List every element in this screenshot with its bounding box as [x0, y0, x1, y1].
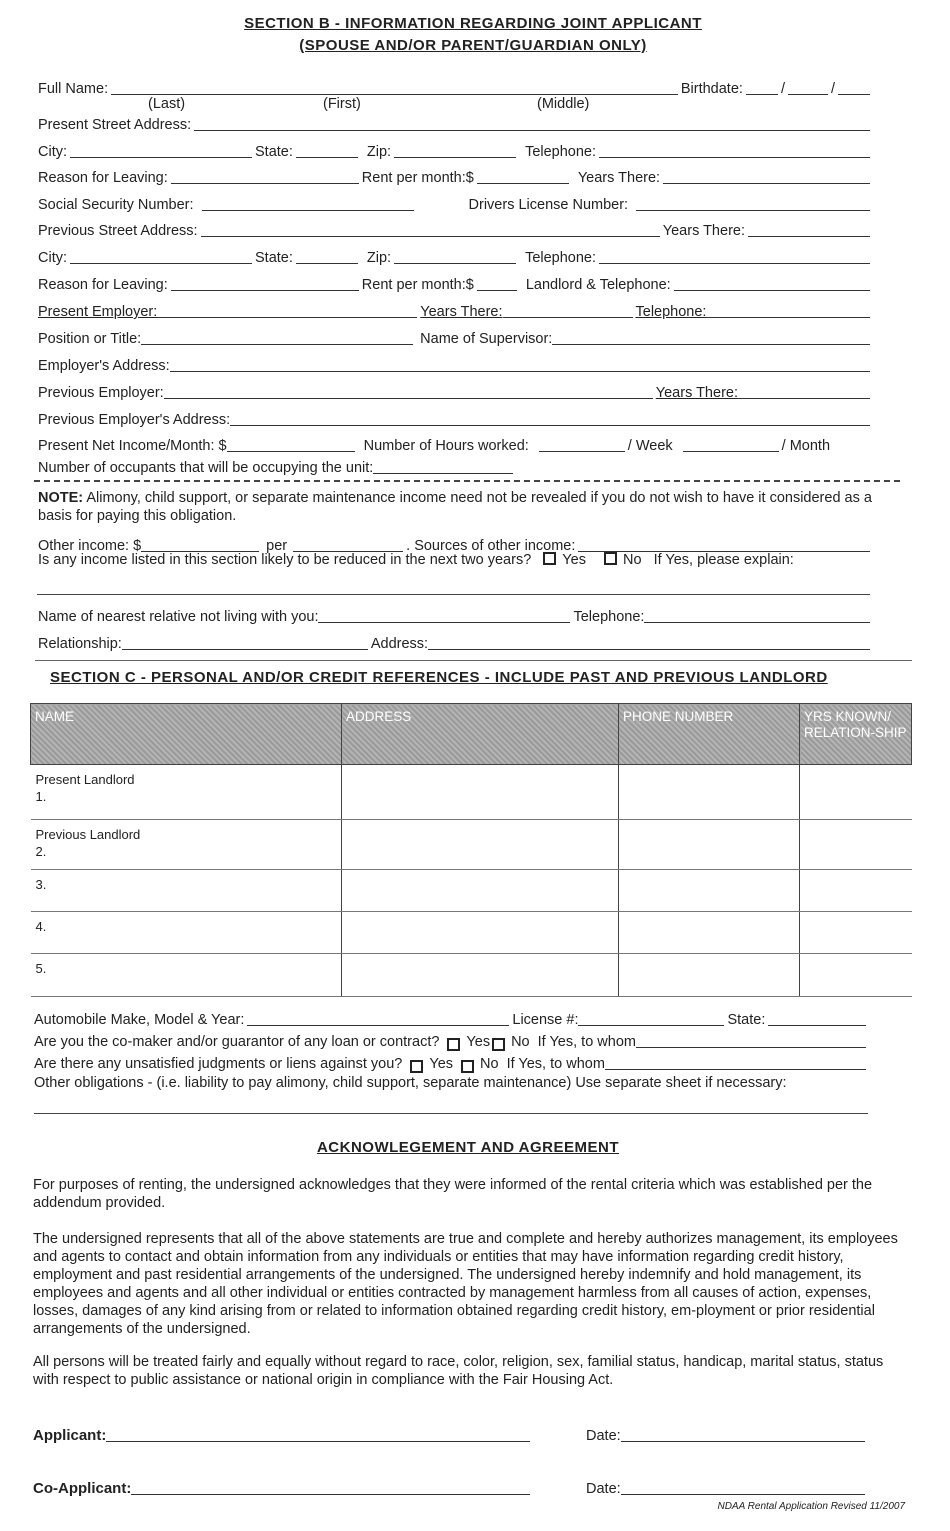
ack-paragraph-2: The undersigned represents that all of the above statements are true and complete and hereby authorizes management, its employees and agents to contact and obtain information from any individuals or entities that may have information regarding credit history, employment and past residential arrangements of the undersigned. The undersigned hereby indemnify and hold management, its employees and agents and all other individual or entities contracted by management harmless from all causes of action, expenses, losses, damages of any kind arising from or related to information obtained regarding credit history, em-ployment or prior residential arrangements of the undersigned. — [33, 1231, 898, 1337]
employer-address-label: Employer's Address: — [38, 358, 170, 374]
employer-address-row — [38, 353, 873, 375]
present-employer-row — [38, 299, 873, 321]
reference-name-cell[interactable] — [31, 820, 342, 870]
col-address-header: ADDRESS — [342, 704, 619, 765]
telephone-field[interactable] — [599, 143, 870, 158]
position-field[interactable] — [141, 330, 413, 345]
present-street-field[interactable] — [194, 116, 870, 131]
month-label: / Month — [781, 438, 831, 454]
reference-yrs-cell[interactable] — [800, 954, 912, 997]
full-name-label: Full Name: — [38, 81, 109, 97]
state-label: State: — [255, 144, 293, 160]
per-label: per — [266, 538, 288, 554]
relative-row — [38, 604, 873, 626]
co-applicant-date-label: Date: — [586, 1481, 621, 1497]
explain-label: If Yes, please explain: — [653, 552, 794, 568]
previous-employer-address-row — [38, 407, 873, 429]
net-income-label: Present Net Income/Month: $ — [38, 438, 227, 454]
occupants-field[interactable] — [373, 459, 513, 474]
applicant-date-row — [586, 1423, 868, 1445]
landlord-tel-label: Landlord & Telephone: — [525, 277, 671, 293]
prev-rent-field[interactable] — [477, 276, 517, 291]
city-field[interactable] — [70, 143, 252, 158]
relative-telephone-label: Telephone: — [573, 609, 645, 625]
reason-leaving-field[interactable] — [171, 169, 359, 184]
present-street-row — [38, 112, 873, 134]
telephone-label: Telephone: — [525, 144, 597, 160]
row-number: 3. — [35, 877, 47, 892]
zip-field[interactable] — [394, 143, 516, 158]
previous-street-label: Previous Street Address: — [38, 223, 198, 239]
relative-label: Name of nearest relative not living with you: — [38, 609, 319, 625]
prev-telephone-field[interactable] — [599, 249, 870, 264]
row-number: 2. — [35, 844, 47, 859]
sources-field[interactable] — [578, 537, 870, 552]
previous-street-row — [38, 218, 873, 240]
auto-state-label: State: — [727, 1012, 766, 1028]
employer-address-field[interactable] — [170, 357, 870, 372]
relative-address-field[interactable] — [428, 635, 870, 650]
per-field[interactable] — [293, 537, 403, 552]
birthdate-label: Birthdate: — [680, 81, 743, 97]
position-row — [38, 326, 873, 348]
judgments-question: Are there any unsatisfied judgments or liens against you? — [34, 1056, 403, 1072]
landlord-tel-field[interactable] — [674, 276, 870, 291]
previous-employer-row — [38, 380, 873, 402]
reference-yrs-cell[interactable] — [800, 765, 912, 820]
license-label: License #: — [512, 1012, 579, 1028]
col-yrs-known-header: YRS KNOWN/ RELATION-SHIP — [800, 704, 912, 765]
applicant-date-field[interactable] — [621, 1427, 865, 1442]
revision-footer: NDAA Rental Application Revised 11/2007 — [717, 1501, 905, 1512]
reference-address-cell[interactable] — [342, 912, 619, 954]
judgments-whom-label: If Yes, to whom — [506, 1056, 605, 1072]
present-employer-field[interactable] — [157, 303, 417, 318]
section-b-title: SECTION B - INFORMATION REGARDING JOINT APPLICANT — [244, 15, 702, 32]
reason-leaving-label: Reason for Leaving: — [38, 170, 168, 186]
note-paragraph — [38, 489, 904, 525]
state-field[interactable] — [296, 143, 358, 158]
co-applicant-signature-row — [33, 1476, 533, 1498]
comaker-whom-field[interactable] — [636, 1033, 866, 1048]
comaker-no-label: No — [511, 1034, 530, 1050]
other-obligations-field[interactable] — [34, 1113, 868, 1114]
previous-city-row — [38, 245, 873, 267]
table-row — [31, 954, 912, 997]
row-label: Previous Landlord — [35, 827, 141, 842]
reference-yrs-cell[interactable] — [800, 820, 912, 870]
reference-name-cell[interactable] — [31, 870, 342, 912]
middle-hint: (Middle) — [537, 96, 590, 112]
birth-month-field[interactable] — [746, 80, 778, 95]
relative-address-label: Address: — [370, 636, 429, 652]
other-income-label: Other income: $ — [38, 538, 142, 554]
table-row — [31, 912, 912, 954]
occupants-row — [38, 455, 873, 477]
fair-housing-paragraph: All persons will be treated fairly and equally without regard to race, color, religion, sex, familial status, handicap, marital status, status with respect to public assistance or national origin in compliance with the Fair Housing Act. — [33, 1354, 884, 1388]
reference-address-cell[interactable] — [342, 820, 619, 870]
last-hint: (Last) — [148, 96, 186, 112]
row-number: 1. — [35, 789, 47, 804]
comaker-whom-label: If Yes, to whom — [537, 1034, 636, 1050]
previous-employer-address-field[interactable] — [230, 411, 870, 426]
acknowledgement-title: ACKNOWLEGEMENT AND AGREEMENT — [316, 1139, 620, 1156]
note-text: Alimony, child support, or separate maintenance income need not be revealed if you do not wish to have it considered as a basis for paying this obligation. — [38, 490, 872, 524]
reduced-yes-checkbox[interactable] — [543, 552, 556, 565]
co-applicant-date-row — [586, 1476, 868, 1498]
ack-paragraph-1: For purposes of renting, the undersigned acknowledges that they were informed of the rental criteria which was established per the addendum provided. — [33, 1177, 873, 1211]
ssn-field[interactable] — [202, 196, 414, 211]
references-header-row — [31, 704, 912, 765]
prev-city-label: City: — [38, 250, 67, 266]
automobile-field[interactable] — [247, 1011, 509, 1026]
row-number: 4. — [35, 919, 47, 934]
employer-years-label: Years There: — [420, 304, 503, 320]
relationship-label: Relationship: — [38, 636, 122, 652]
section-b-subtitle: (SPOUSE AND/OR PARENT/GUARDIAN ONLY) — [299, 37, 647, 54]
reference-phone-cell[interactable] — [619, 912, 800, 954]
birth-year-field[interactable] — [838, 80, 870, 95]
hours-worked-label: Number of Hours worked: — [363, 438, 529, 454]
supervisor-label: Name of Supervisor: — [420, 331, 553, 347]
present-reason-row — [38, 165, 873, 187]
ssn-row — [38, 192, 873, 214]
previous-employer-label: Previous Employer: — [38, 385, 164, 401]
section-c-divider — [35, 660, 912, 661]
net-income-field[interactable] — [227, 437, 355, 452]
hours-month-field[interactable] — [683, 437, 779, 452]
occupants-label: Number of occupants that will be occupying the unit: — [38, 460, 374, 476]
reference-address-cell[interactable] — [342, 765, 619, 820]
table-row — [31, 820, 912, 870]
comaker-yes-checkbox[interactable] — [447, 1038, 460, 1051]
applicant-signature-row — [33, 1423, 533, 1445]
col-phone-header: PHONE NUMBER — [619, 704, 800, 765]
sources-label: . Sources of other income: — [406, 538, 576, 554]
birth-day-field[interactable] — [788, 80, 828, 95]
present-city-row — [38, 139, 873, 161]
applicant-label: Applicant: — [33, 1427, 107, 1444]
employer-telephone-label: Telephone: — [635, 304, 707, 320]
co-applicant-label: Co-Applicant: — [33, 1480, 132, 1497]
judgments-no-checkbox[interactable] — [461, 1060, 474, 1073]
judgments-yes-label: Yes — [429, 1056, 454, 1072]
reference-phone-cell[interactable] — [619, 954, 800, 997]
license-field[interactable] — [578, 1011, 724, 1026]
reference-name-cell[interactable] — [31, 912, 342, 954]
dashed-divider — [34, 480, 900, 482]
previous-employer-field[interactable] — [164, 384, 653, 399]
other-income-field[interactable] — [141, 537, 259, 552]
reduced-yes-label: Yes — [562, 552, 586, 568]
full-name-field[interactable] — [111, 80, 678, 95]
years-there-label: Years There: — [577, 170, 661, 186]
prev-employer-years-field[interactable] — [738, 384, 870, 399]
reference-phone-cell[interactable] — [619, 820, 800, 870]
comaker-question: Are you the co-maker and/or guarantor of any loan or contract? — [34, 1034, 440, 1050]
present-employer-label: Present Employer: — [38, 304, 158, 320]
birth-slash-2: / — [830, 81, 835, 97]
table-row — [31, 765, 912, 820]
reference-name-cell[interactable] — [31, 954, 342, 997]
zip-label: Zip: — [366, 144, 392, 160]
reduced-row — [38, 552, 794, 568]
hours-week-field[interactable] — [539, 437, 625, 452]
applicant-signature-field[interactable] — [106, 1427, 530, 1442]
comaker-row — [34, 1029, 869, 1051]
prev-reason-field[interactable] — [171, 276, 359, 291]
section-c-title: SECTION C - PERSONAL AND/OR CREDIT REFERENCES - INCLUDE PAST AND PREVIOUS LANDLORD — [50, 669, 828, 686]
prev-zip-field[interactable] — [394, 249, 516, 264]
rent-label: Rent per month:$ — [361, 170, 474, 186]
auto-state-field[interactable] — [768, 1011, 866, 1026]
present-street-label: Present Street Address: — [38, 117, 192, 133]
other-obligations-label: Other obligations - (i.e. liability to pay alimony, child support, separate maintenance) Use separate sheet if necessary: — [34, 1075, 787, 1091]
drivers-license-label: Drivers License Number: — [468, 197, 629, 213]
reference-name-cell[interactable] — [31, 765, 342, 820]
relationship-field[interactable] — [122, 635, 368, 650]
applicant-date-label: Date: — [586, 1428, 621, 1444]
co-applicant-signature-field[interactable] — [131, 1480, 530, 1495]
drivers-license-field[interactable] — [636, 196, 870, 211]
rent-field[interactable] — [477, 169, 569, 184]
prev-reason-label: Reason for Leaving: — [38, 277, 168, 293]
comaker-yes-label: Yes — [466, 1034, 491, 1050]
supervisor-field[interactable] — [552, 330, 870, 345]
prev-zip-label: Zip: — [366, 250, 392, 266]
reference-yrs-cell[interactable] — [800, 912, 912, 954]
col-name-header: NAME — [31, 704, 342, 765]
judgments-yes-checkbox[interactable] — [410, 1060, 423, 1073]
reduced-no-label: No — [622, 552, 642, 568]
reference-address-cell[interactable] — [342, 870, 619, 912]
reduced-no-checkbox[interactable] — [604, 552, 617, 565]
row-number: 5. — [35, 961, 47, 976]
references-table — [30, 703, 912, 997]
prev-years-there-label: Years There: — [662, 223, 745, 239]
prev-state-label: State: — [255, 250, 293, 266]
previous-reason-row — [38, 272, 873, 294]
city-label: City: — [38, 144, 67, 160]
years-there-field[interactable] — [663, 169, 870, 184]
birth-slash-1: / — [780, 81, 785, 97]
reference-yrs-cell[interactable] — [800, 870, 912, 912]
reference-phone-cell[interactable] — [619, 765, 800, 820]
reduced-question: Is any income listed in this section likely to be reduced in the next two years? — [38, 552, 532, 568]
table-row — [31, 870, 912, 912]
position-label: Position or Title: — [38, 331, 142, 347]
explain-field[interactable] — [37, 594, 870, 595]
prev-city-field[interactable] — [70, 249, 252, 264]
week-label: / Week — [627, 438, 673, 454]
comaker-no-checkbox[interactable] — [492, 1038, 505, 1051]
reference-phone-cell[interactable] — [619, 870, 800, 912]
prev-rent-label: Rent per month:$ — [361, 277, 474, 293]
co-applicant-date-field[interactable] — [621, 1480, 865, 1495]
prev-state-field[interactable] — [296, 249, 358, 264]
income-row — [38, 433, 873, 455]
judgments-whom-field[interactable] — [605, 1055, 866, 1070]
judgments-no-label: No — [480, 1056, 499, 1072]
prev-years-there-field[interactable] — [748, 222, 870, 237]
employer-years-field[interactable] — [503, 303, 633, 318]
relative-field[interactable] — [318, 608, 570, 623]
previous-street-field[interactable] — [201, 222, 660, 237]
relative-telephone-field[interactable] — [644, 608, 870, 623]
note-label: NOTE: — [38, 490, 84, 506]
relationship-row — [38, 631, 873, 653]
judgments-row — [34, 1051, 869, 1073]
employer-telephone-field[interactable] — [706, 303, 870, 318]
first-hint: (First) — [323, 96, 361, 112]
ssn-label: Social Security Number: — [38, 197, 194, 213]
previous-employer-address-label: Previous Employer's Address: — [38, 412, 231, 428]
prev-telephone-label: Telephone: — [525, 250, 597, 266]
full-name-row — [38, 76, 873, 98]
reference-address-cell[interactable] — [342, 954, 619, 997]
prev-employer-years-label: Years There: — [655, 385, 738, 401]
automobile-label: Automobile Make, Model & Year: — [34, 1012, 245, 1028]
row-label: Present Landlord — [35, 772, 135, 787]
automobile-row — [34, 1007, 869, 1029]
